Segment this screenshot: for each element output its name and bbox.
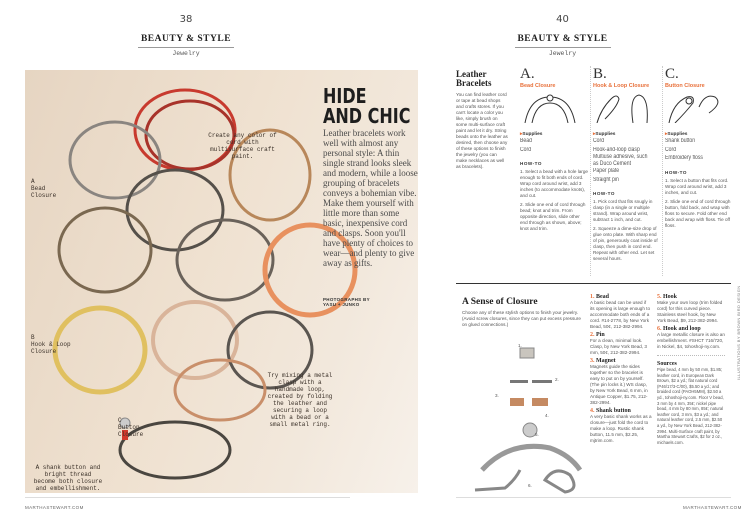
step: 1. Select a bead with a hole large enough to fit both ends of cord. Wrap cord around wrist, add 3 inches (to accommodate knots), and cut. [520,169,588,198]
item-text: Magnets guide the sides together so the bracelet is easy to put on by yourself. (The pin locks it.) WS clasp, by New York Bead, 6 mm, in Antique Copper, $1.75, 212-382-2994. [590,364,648,405]
footer-rule [25,497,350,498]
closure-item [657,294,725,324]
step: 2. Slide one end of cord through bead; knot and trim. From opposite direction, slide other end through as shown, above; knot and trim. [520,202,586,231]
item-number: 3. [590,358,595,364]
column-divider [662,66,663,276]
bracelet [127,170,223,250]
hook-loop-part [475,470,574,492]
item-name: Hook and loop [663,326,701,332]
supply-item: Hook-and-loop clasp [593,146,640,153]
intro-title: Leather Bracelets [456,69,492,88]
label-1: 1. [518,343,522,348]
step: 1. Pick cord that fits snugly in clasp (in a single or multiple strand). Wrap around wrist, subtract 1 inch, and cut. [593,199,653,222]
item-number: 2. [590,332,595,338]
closures-photo [470,340,590,500]
pin-closure-part [532,380,552,383]
magnet-closure-part [510,398,524,406]
sources-title: Sources [657,361,677,367]
section-rule [456,283,731,284]
item-number: 4. [590,408,595,414]
footer-rule [456,497,731,498]
photo-credit: PHOTOGRAPHS BY YASU + JUNKO [323,297,370,307]
illustration-credit: ILLUSTRATIONS BY BROWN BIRD DESIGN [736,285,741,380]
item-text: A basic bead can be used if its opening is large enough to accommodate both ends of a cord. #14-2778, by New York Bead, 50¢, 212-382-2994. [590,300,651,329]
supply-item: Straight pin [593,176,619,183]
label-4: 4. [545,413,549,418]
item-name: Shank button [596,408,631,414]
section-title: BEAUTY & STYLE [517,34,608,44]
item-name: Magnet [596,358,616,364]
hook-loop-illustration [593,89,653,123]
article-title: HIDE AND CHIC [323,84,411,128]
howto-label: HOW-TO [665,169,687,175]
supply-item: Bead [520,138,532,144]
item-number: 1. [590,294,595,300]
closure-items-col2 [657,292,725,445]
closure-item [590,294,652,330]
page-number: 40 [556,14,569,25]
item-text: A very basic shank works as a closure—just fold the cord to make a loop. Rustic shank button, 11.5 mm, $2.25, mjtrim.com. [590,414,652,443]
hook-part [482,446,580,470]
caption-b: B Hook & Loop Closure [31,334,71,355]
bead-closure-illustration [520,89,580,123]
closure-title: A Sense of Closure [462,297,538,307]
footer-url: MARTHASTEWART.COM [683,505,742,510]
column-divider [590,66,591,276]
item-text: For a clean, minimal look. Clasp, by New York Bead, 3 mm, 50¢, 212-382-2994. [590,338,647,355]
closure-item [590,358,652,406]
footer-url: MARTHASTEWART.COM [25,505,84,510]
step: 2. Squeeze a dime-size drop of glue onto plate. With sharp end of pin, generously coat inside of clasp, then push in cord end. Repeat with other end. Let set several hours. [593,226,658,261]
closure-item [657,326,725,350]
step: 2. Slide one end of cord through button, fold back, and wrap with floss to secure. Fold other end back and wrap with floss. Tie off floss. [665,198,731,228]
label-6: 6. [528,483,532,488]
method-letter: B. [593,66,607,82]
caption-a: A Bead Closure [31,178,57,199]
supply-item: Shank button [665,138,696,144]
item-text: Make your own loop (trim folded cord) for this curved piece. Stainless steel hook, by New York Bead, $9, 212-382-2994. [657,300,723,323]
intro-text: You can find leather cord or tape at bead shops and crafts stores. If you can't locate a color you like, simply brush on some multi-surface craft paint and let it dry. String beads onto the leather as desired, then choose any of these options to finish the jewelry (you can make necklaces as well as bracelets). [456,92,508,169]
supply-item: Embroidery floss [665,155,703,161]
bead-closure-part [520,348,534,358]
supply-item: Cord [665,146,677,153]
magnet-closure-part [532,398,548,406]
closure-items-col1 [590,292,652,444]
closure-item [590,408,652,444]
howto-label: HOW-TO [593,191,615,196]
label-3: 3. [495,393,499,398]
caption-c: C Button Closure [118,417,144,438]
caption-clasp: Try mixing a metal clasp with a handmade loop, created by folding the leather and securing a loop with a bead or a small metal ring. [267,372,333,428]
sources [657,355,725,445]
supplies-label: ▸ Supplies [665,132,731,137]
item-name: Hook [663,294,678,300]
divider [138,47,234,48]
method-name: Hook & Loop Closure [593,83,650,89]
method-letter: A. [520,66,535,82]
right-page [375,0,750,518]
bracelet [177,220,273,300]
caption-shank: A shank button and bright thread become both closure and embellishment. [33,464,103,492]
method-b [593,66,659,265]
page-number: 38 [179,14,193,25]
label-5: 5. [535,432,539,437]
supplies-label: ▸ Supplies [520,132,588,137]
closure-item [590,332,652,356]
item-text: A large metallic closure is also an embellishment. #SHCT 716/720, in Nickel, $4, tohoshoji-ny.com. [657,332,725,349]
method-name: Bead Closure [520,83,556,89]
closure-intro: Choose any of these stylish options to finish your jewelry. (Avoid screw closures, since they can put excess pressure on glued connections.) [462,310,581,327]
howto-label: HOW-TO [520,161,542,166]
divider [515,47,611,48]
supplies-label: ▸ Supplies [593,132,659,137]
supply-item: Cord [593,138,605,144]
section-title: BEAUTY & STYLE [140,34,232,44]
button-closure-illustration [665,89,725,123]
method-a [520,66,588,235]
supply-item: Cord [520,146,532,153]
article-body: Leather bracelets work well with almost any personal style: A thin single strand looks sleek and modern, while a loose grouping of bracelets conveys a bohemian vibe. Make them yourself with little more than some basic, inexpensive cord and clasps. Soon you'll have plenty of choices to wear—and plenty to give away as gifts. [323,128,418,268]
sources-text: Pipe bead, 4 mm by 50 mm, $1.85; leather cord, in European Dark Brown, $2 a yd.; flat natural cord (P46/17/3-C/00), $5.50 a yd.; and braided cord (PAOH5MM), $2.50 a yd., tohoshoji-ny.com. Floor V bead, 3 mm by 4 mm, 35¢; nickel pipe bead, 4 mm by 80 mm, 85¢; natural leather cord, 3 mm, $3 a yd.; and natural leather cord, 2.5 mm, $2.50 a yd., by New York Bead, 212-382-2994. Multi-Surface craft paint, by Martha Stewart Crafts, $2 for 2 oz., michaels.com. [657,367,724,445]
pin-closure-part [510,380,528,383]
metal-bracelet [70,122,160,198]
method-letter: C. [665,66,679,82]
step: 1. Select a button that fits cord. Wrap cord around wrist, add 3 inches, and cut. [665,177,729,195]
label-2: 2. [555,377,559,382]
caption-paint: Create any color of cord with multisurface craft paint. [208,132,277,160]
method-c [665,66,731,232]
method-name: Button Closure [665,83,705,89]
item-name: Bead [596,294,610,300]
subsection-title: Jewelry [172,50,200,57]
bracelet [59,208,151,292]
item-number: 6. [657,326,662,332]
item-number: 5. [657,294,662,300]
item-name: Pin [596,332,605,338]
subsection-title: Jewelry [548,50,577,57]
supply-item: Multiuse adhesive, such as Duco Cement [593,154,648,167]
supply-item: Paper plate [593,168,620,174]
